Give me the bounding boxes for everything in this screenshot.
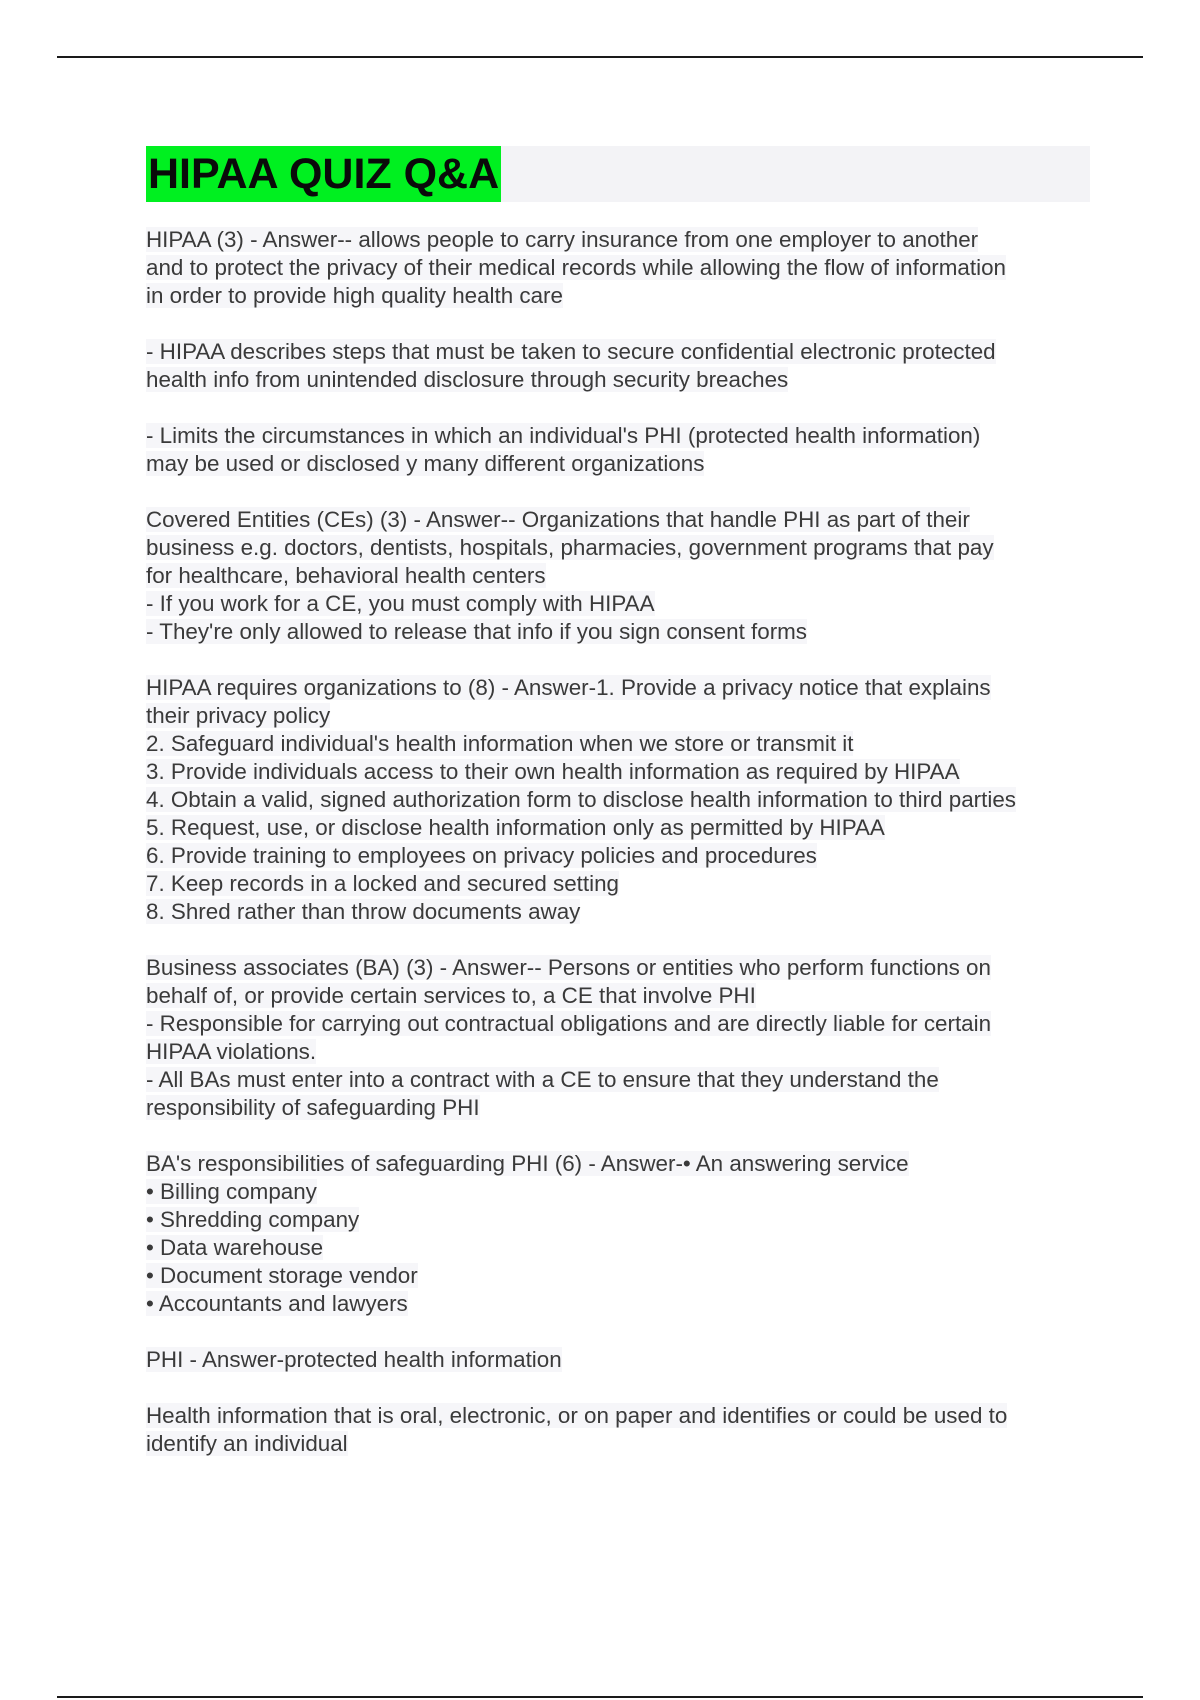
text-line [146,506,1090,534]
text-line [146,1346,1090,1374]
text-line-content: • Billing company [146,1179,317,1204]
qa-block [146,1150,1090,1318]
text-line-content: HIPAA violations. [146,1039,317,1064]
text-line [146,702,1090,730]
text-line-content: 2. Safeguard individual's health information when we store or transmit it [146,731,854,756]
text-line [146,758,1090,786]
text-line-content: business e.g. doctors, dentists, hospitals, pharmacies, government programs that pay [146,535,994,560]
text-line-content: 3. Provide individuals access to their own health information as required by HIPAA [146,759,960,784]
text-line [146,1262,1090,1290]
text-line [146,254,1090,282]
text-line [146,590,1090,618]
text-line-content: responsibility of safeguarding PHI [146,1095,480,1120]
text-line [146,366,1090,394]
text-line [146,450,1090,478]
qa-block [146,226,1090,310]
text-line-content: behalf of, or provide certain services to, a CE that involve PHI [146,983,756,1008]
text-line [146,534,1090,562]
top-rule [57,56,1143,58]
document-body [146,146,1090,1486]
text-line-content: - Responsible for carrying out contractual obligations and are directly liable for certain [146,1011,992,1036]
text-line [146,898,1090,926]
qa-block [146,954,1090,1122]
text-line-content: - HIPAA describes steps that must be taken to secure confidential electronic protected [146,339,996,364]
text-line [146,1094,1090,1122]
text-line-content: their privacy policy [146,703,331,728]
document-title: HIPAA QUIZ Q&A [146,146,501,202]
text-line [146,674,1090,702]
text-line-content: • Shredding company [146,1207,360,1232]
text-line-content: 4. Obtain a valid, signed authorization form to disclose health information to third parties [146,787,1016,812]
text-line [146,338,1090,366]
text-line-content: - They're only allowed to release that info if you sign consent forms [146,619,807,644]
text-line-content: 8. Shred rather than throw documents away [146,899,581,924]
text-line [146,730,1090,758]
text-line [146,1066,1090,1094]
text-line [146,562,1090,590]
text-line-content: - Limits the circumstances in which an individual's PHI (protected health information) [146,423,981,448]
text-line-content: • Data warehouse [146,1235,324,1260]
title-bar [146,146,1090,202]
qa-block [146,1346,1090,1374]
text-line [146,954,1090,982]
text-line [146,1430,1090,1458]
qa-block [146,506,1090,646]
text-line [146,1290,1090,1318]
text-line-content: health info from unintended disclosure through security breaches [146,367,789,392]
text-line-content: - If you work for a CE, you must comply with HIPAA [146,591,655,616]
text-line [146,842,1090,870]
text-line-content: may be used or disclosed y many different organizations [146,451,705,476]
text-line-content: identify an individual [146,1431,348,1456]
text-line-content: PHI - Answer-protected health information [146,1347,562,1372]
text-line [146,1038,1090,1066]
text-line-content: Business associates (BA) (3) - Answer-- Persons or entities who perform functions on [146,955,991,980]
text-line [146,870,1090,898]
text-line [146,422,1090,450]
qa-block [146,1402,1090,1458]
text-line [146,1010,1090,1038]
qa-list [146,226,1090,1458]
text-line-content: HIPAA (3) - Answer-- allows people to carry insurance from one employer to another [146,227,979,252]
text-line-content: in order to provide high quality health care [146,283,563,308]
text-line-content: - All BAs must enter into a contract with a CE to ensure that they understand the [146,1067,939,1092]
text-line-content: 7. Keep records in a locked and secured setting [146,871,619,896]
text-line [146,1150,1090,1178]
text-line [146,786,1090,814]
text-line-content: 5. Request, use, or disclose health information only as permitted by HIPAA [146,815,885,840]
text-line [146,1178,1090,1206]
text-line-content: • Document storage vendor [146,1263,418,1288]
text-line-content: and to protect the privacy of their medical records while allowing the flow of information [146,255,1006,280]
text-line [146,982,1090,1010]
text-line-content: BA's responsibilities of safeguarding PHI (6) - Answer-• An answering service [146,1151,909,1176]
text-line [146,282,1090,310]
text-line [146,226,1090,254]
text-line-content: for healthcare, behavioral health centers [146,563,546,588]
text-line [146,1206,1090,1234]
qa-block [146,422,1090,478]
text-line [146,1234,1090,1262]
text-line [146,618,1090,646]
text-line-content: HIPAA requires organizations to (8) - Answer-1. Provide a privacy notice that explains [146,675,991,700]
text-line-content: Covered Entities (CEs) (3) - Answer-- Organizations that handle PHI as part of their [146,507,970,532]
qa-block [146,674,1090,926]
text-line [146,1402,1090,1430]
text-line-content: Health information that is oral, electronic, or on paper and identifies or could be used to [146,1403,1008,1428]
text-line-content: 6. Provide training to employees on privacy policies and procedures [146,843,817,868]
text-line-content: • Accountants and lawyers [146,1291,408,1316]
bottom-rule [57,1696,1143,1698]
text-line [146,814,1090,842]
qa-block [146,338,1090,394]
